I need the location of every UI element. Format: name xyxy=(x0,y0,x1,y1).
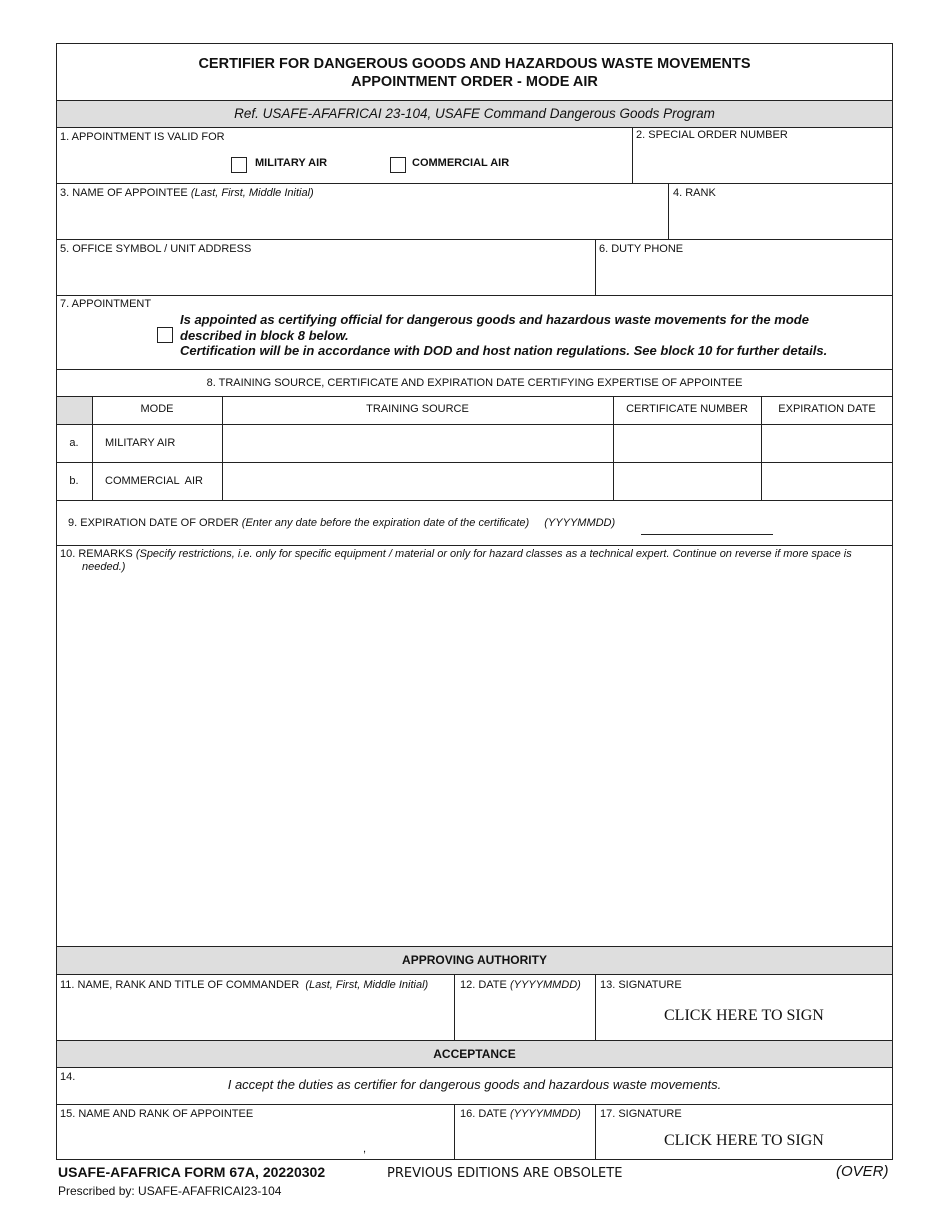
form-id: USAFE-AFAFRICA FORM 67A, 20220302 xyxy=(58,1164,326,1180)
block5-label: 5. OFFICE SYMBOL / UNIT ADDRESS xyxy=(60,243,252,255)
remarks-textarea[interactable] xyxy=(60,578,888,942)
block6-label: 6. DUTY PHONE xyxy=(599,243,684,255)
prescribed-by: Prescribed by: USAFE-AFAFRICAI23-104 xyxy=(58,1184,282,1198)
acceptance-statement: I accept the duties as certifier for dangerous goods and hazardous waste movements. xyxy=(227,1077,722,1092)
obsolete-notice: PREVIOUS EDITIONS ARE OBSOLETE xyxy=(387,1166,623,1181)
divider xyxy=(56,369,893,370)
divider xyxy=(56,974,893,975)
over-indicator: (OVER) xyxy=(836,1163,889,1180)
block13-label: 13. SIGNATURE xyxy=(600,979,682,991)
block8-label: 8. TRAINING SOURCE, CERTIFICATE AND EXPIRATION DATE CERTIFYING EXPERTISE OF APPOINTEE xyxy=(206,377,743,389)
block15-label: 15. NAME AND RANK OF APPOINTEE xyxy=(60,1108,254,1120)
divider xyxy=(454,1104,455,1160)
form-title xyxy=(56,55,893,91)
divider xyxy=(56,127,893,128)
row-a-mode: MILITARY AIR xyxy=(105,437,176,449)
row-b-training-source-field[interactable] xyxy=(224,464,612,499)
appointment-statement xyxy=(180,312,827,359)
acceptance-date-field[interactable] xyxy=(458,1124,591,1156)
divider xyxy=(56,295,893,296)
office-symbol-field[interactable] xyxy=(60,259,590,293)
certificate-number-column-header: CERTIFICATE NUMBER xyxy=(626,403,748,415)
block12-label xyxy=(460,979,581,991)
block4-label: 4. RANK xyxy=(673,187,716,199)
duty-phone-field[interactable] xyxy=(599,259,889,293)
training-source-column-header: TRAINING SOURCE xyxy=(366,403,469,415)
row-a-expiration-date-field[interactable] xyxy=(763,426,891,461)
commander-name-field[interactable] xyxy=(60,995,450,1037)
block3-hint: (Last, First, Middle Initial) xyxy=(190,187,314,199)
letter-column-header xyxy=(57,397,92,424)
block12-label-text: 12. DATE xyxy=(460,979,507,991)
form-title-line2: APPOINTMENT ORDER - MODE AIR xyxy=(351,74,598,90)
special-order-number-field[interactable] xyxy=(636,145,888,179)
row-a-certificate-number-field[interactable] xyxy=(615,426,760,461)
row-a-training-source-field[interactable] xyxy=(224,426,612,461)
divider xyxy=(56,239,893,240)
appointment-line3: Certification will be in accordance with DOD and host nation regulations. See block 10 for further details. xyxy=(180,343,828,358)
order-expiration-date-field[interactable] xyxy=(641,514,773,535)
appointment-checkbox[interactable] xyxy=(157,327,173,343)
approval-date-field[interactable] xyxy=(458,995,591,1037)
commercial-air-checkbox[interactable] xyxy=(390,157,406,173)
block1-label: 1. APPOINTMENT IS VALID FOR xyxy=(60,131,225,143)
divider xyxy=(595,239,596,295)
divider xyxy=(56,1067,893,1068)
divider xyxy=(56,183,893,184)
divider xyxy=(595,974,596,1040)
block2-label: 2. SPECIAL ORDER NUMBER xyxy=(636,129,788,141)
block17-label: 17. SIGNATURE xyxy=(600,1108,682,1120)
divider xyxy=(56,462,893,463)
row-b-mode: COMMERCIAL AIR xyxy=(105,475,203,487)
block10-line1 xyxy=(60,548,888,561)
row-b-expiration-date-field[interactable] xyxy=(763,464,891,499)
form-title-line1: CERTIFIER FOR DANGEROUS GOODS AND HAZARDOUS WASTE MOVEMENTS xyxy=(198,56,751,72)
divider xyxy=(56,500,893,501)
block9-label xyxy=(68,517,615,529)
commercial-air-option-label: COMMERCIAL AIR xyxy=(412,157,510,169)
block3-label-text: 3. NAME OF APPOINTEE xyxy=(60,187,188,199)
divider xyxy=(454,974,455,1040)
divider xyxy=(56,396,893,397)
appointee-sign-button[interactable]: CLICK HERE TO SIGN xyxy=(664,1132,824,1149)
block9-format: (YYYYMMDD) xyxy=(544,517,616,529)
divider xyxy=(668,183,669,239)
block10-hint-line1: (Specify restrictions, i.e. only for specific equipment / material or only for hazard classes as a technical expert. Continue on reverse if more space is xyxy=(135,548,852,560)
appointee-name-field[interactable] xyxy=(60,203,660,237)
mode-column-header: MODE xyxy=(140,403,174,415)
row-a-letter: a. xyxy=(69,437,79,449)
divider xyxy=(56,1104,893,1105)
block16-hint: (YYYYMMDD) xyxy=(509,1108,581,1120)
block12-hint: (YYYYMMDD) xyxy=(509,979,581,991)
reference-text: Ref. USAFE-AFAFRICAI 23-104, USAFE Command Dangerous Goods Program xyxy=(234,106,715,121)
approving-header: APPROVING AUTHORITY xyxy=(402,953,547,967)
divider xyxy=(632,127,633,183)
expiration-date-column-header: EXPIRATION DATE xyxy=(778,403,876,415)
rank-field[interactable] xyxy=(673,203,889,237)
block10-label xyxy=(60,548,888,574)
block9-hint: (Enter any date before the expiration date of the certificate) xyxy=(241,517,530,529)
block11-label-text: 11. NAME, RANK AND TITLE OF COMMANDER xyxy=(60,979,300,991)
commander-sign-button[interactable]: CLICK HERE TO SIGN xyxy=(664,1007,824,1024)
block10-label-text: 10. REMARKS xyxy=(60,548,133,560)
appointment-line2: described in block 8 below. xyxy=(180,327,349,343)
appointment-line1: Is appointed as certifying official for dangerous goods and hazardous waste movements for the mode xyxy=(180,312,809,327)
block7-label: 7. APPOINTMENT xyxy=(60,298,152,310)
acceptance-header: ACCEPTANCE xyxy=(433,1047,516,1061)
block15-mark: , xyxy=(363,1143,367,1155)
divider xyxy=(56,545,893,546)
row-b-letter: b. xyxy=(69,475,79,487)
divider xyxy=(56,424,893,425)
divider xyxy=(595,1104,596,1160)
block16-label xyxy=(460,1108,581,1120)
block14-label: 14. xyxy=(60,1071,76,1083)
row-b-certificate-number-field[interactable] xyxy=(615,464,760,499)
block11-label xyxy=(60,979,428,991)
military-air-option-label: MILITARY AIR xyxy=(255,157,328,169)
block9-label-text: 9. EXPIRATION DATE OF ORDER xyxy=(68,517,239,529)
block10-hint-line2: needed.) xyxy=(82,561,126,573)
block11-hint: (Last, First, Middle Initial) xyxy=(305,979,429,991)
block10-line2 xyxy=(60,561,888,574)
appointee-name-rank-field[interactable] xyxy=(60,1124,450,1156)
block16-label-text: 16. DATE xyxy=(460,1108,507,1120)
block3-label xyxy=(60,187,314,199)
military-air-checkbox[interactable] xyxy=(231,157,247,173)
